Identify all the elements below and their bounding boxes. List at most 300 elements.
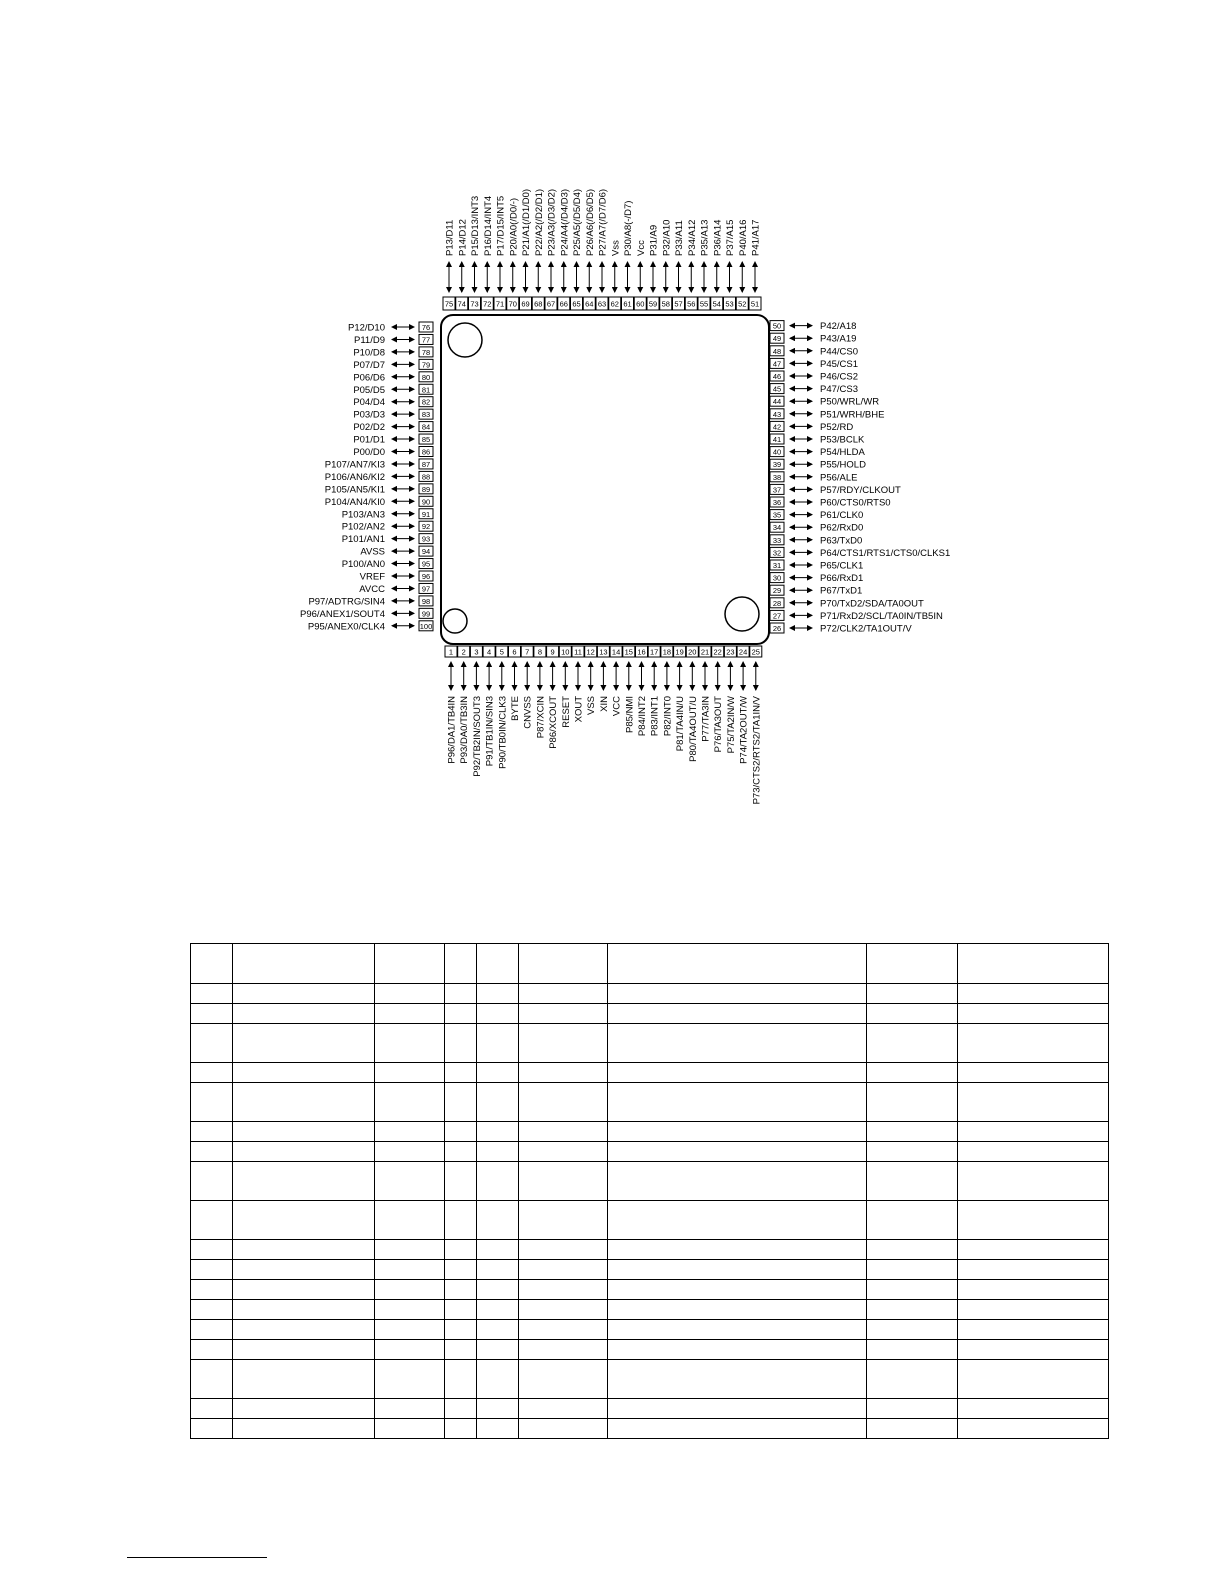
pin-label: P57/RDY/CLKOUT: [820, 484, 901, 496]
pin-95: [342, 559, 433, 571]
pin-label: P64/CTS1/RTS1/CTS0/CLKS1: [820, 547, 951, 559]
pin-84: [353, 422, 433, 434]
pin-8: [534, 646, 547, 738]
pin-number: 32: [772, 548, 782, 558]
pin-label: P75/TA2IN/W: [725, 696, 737, 754]
pin-label: P33/A11: [674, 220, 685, 256]
table-cell: [477, 1340, 519, 1360]
pin-number: 57: [674, 299, 683, 309]
pin-number: 46: [772, 372, 782, 381]
table-row: [191, 1399, 1109, 1419]
pin-label: P100/AN0: [341, 559, 385, 571]
table-cell: [608, 1162, 867, 1201]
pin-label: P44/CS0: [820, 346, 859, 358]
pin-number: 38: [772, 472, 782, 482]
table-cell: [519, 1419, 608, 1439]
table-cell: [867, 1063, 958, 1083]
pin-label: P16/D14/INT4: [482, 195, 494, 256]
table-row: [191, 1162, 1109, 1201]
pin-label: P25/A5(/D5/D4): [572, 188, 583, 256]
table-cell: [477, 1162, 519, 1201]
chip-body: [441, 315, 769, 644]
pin-number: 2: [461, 647, 466, 657]
table-cell: [958, 1240, 1109, 1260]
table-row: [191, 1122, 1109, 1142]
pin-96: [360, 571, 433, 583]
pin-number: 45: [772, 384, 782, 394]
pin-label: P35/A13: [699, 219, 711, 256]
table-cell: [191, 1004, 233, 1024]
pin-number: 22: [713, 647, 722, 657]
pin-21: [699, 646, 712, 742]
pin-number: 16: [637, 647, 646, 657]
pin-number: 51: [750, 299, 760, 309]
table-cell: [867, 1201, 958, 1240]
table-cell: [375, 1340, 445, 1360]
pin-77: [354, 334, 433, 346]
pin-number: 8: [537, 647, 542, 657]
pin-label: P10/D8: [353, 347, 385, 359]
pin-label: P31/A9: [648, 224, 660, 256]
pin-70: [507, 198, 520, 310]
pin-number: 58: [661, 299, 670, 309]
table-cell: [233, 1260, 375, 1280]
table-cell: [608, 1240, 867, 1260]
pin-50: [770, 321, 856, 333]
table-cell: [445, 1004, 477, 1024]
table-cell: [608, 1280, 867, 1300]
table-cell: [958, 1063, 1109, 1083]
pin-number: 67: [546, 299, 556, 309]
table-cell: [958, 1360, 1109, 1399]
pin-88: [325, 471, 433, 483]
table-cell: [608, 1320, 867, 1340]
table-cell: [867, 1399, 958, 1419]
pin-89: [325, 484, 433, 496]
pin-number: 69: [521, 299, 530, 309]
table-cell: [445, 1122, 477, 1142]
pin-label: P72/CLK2/TA1OUT/V: [820, 623, 912, 635]
table-cell: [477, 1063, 519, 1083]
pin-number: 40: [772, 447, 782, 457]
table-cell: [375, 1240, 445, 1260]
pin-14: [610, 646, 623, 716]
table-cell: [191, 1142, 233, 1162]
pin-82: [353, 397, 433, 409]
pin-label: P42/A18: [820, 321, 857, 333]
table-cell: [477, 1260, 519, 1280]
table-cell: [519, 1122, 608, 1142]
pin-number: 54: [712, 299, 721, 309]
pin-69: [520, 189, 533, 310]
pin-85: [353, 434, 433, 446]
table-cell: [608, 1142, 867, 1162]
table-cell: [519, 1280, 608, 1300]
pin-number: 81: [421, 385, 431, 395]
pin-number: 96: [421, 572, 431, 581]
pin-number: 35: [772, 510, 782, 520]
pin-number: 73: [470, 299, 479, 309]
table-cell: [191, 1260, 233, 1280]
pin-number: 42: [772, 422, 782, 432]
table-cell: [958, 1024, 1109, 1063]
pin-55: [698, 220, 711, 310]
pin-number: 13: [599, 647, 608, 657]
pin-2: [458, 646, 471, 764]
table-row: [191, 1300, 1109, 1320]
pin-number: 78: [421, 347, 431, 357]
table-cell: [958, 1142, 1109, 1162]
table-cell: [375, 1142, 445, 1162]
pin-label: P71/RxD2/SCL/TA0IN/TB5IN: [820, 610, 943, 622]
pin-number: 25: [751, 647, 760, 657]
pin-label: VCC: [611, 696, 623, 717]
pin-number: 39: [772, 460, 782, 470]
table-cell: [608, 984, 867, 1004]
table-cell: [445, 944, 477, 984]
pin-98: [308, 596, 433, 608]
table-cell: [375, 1063, 445, 1083]
pin-25: [750, 646, 763, 804]
pin-number: 43: [772, 409, 782, 419]
pin-label: P30/A8(-/D7): [623, 200, 634, 256]
table-cell: [445, 1201, 477, 1240]
table-cell: [445, 1024, 477, 1063]
table-cell: [375, 1300, 445, 1320]
table-cell: [608, 1300, 867, 1320]
table-cell: [519, 1320, 608, 1340]
pin-label: P66/RxD1: [820, 573, 864, 585]
table-row: [191, 1063, 1109, 1083]
table-cell: [867, 1142, 958, 1162]
pin-number: 5: [499, 647, 504, 657]
pin-71: [494, 196, 507, 310]
table-cell: [233, 944, 375, 984]
pin-number: 83: [421, 410, 431, 420]
table-cell: [375, 1280, 445, 1300]
table-cell: [867, 1280, 958, 1300]
table-cell: [519, 1063, 608, 1083]
table-cell: [477, 1300, 519, 1320]
table-cell: [958, 944, 1109, 984]
table-cell: [958, 1004, 1109, 1024]
pin-46: [770, 371, 858, 383]
table-cell: [958, 984, 1109, 1004]
table-cell: [519, 944, 608, 984]
pin-number: 82: [421, 397, 431, 407]
table-cell: [445, 1260, 477, 1280]
pin-number: 28: [772, 598, 782, 608]
table-cell: [191, 1320, 233, 1340]
table-cell: [958, 1083, 1109, 1122]
pin-label: P41/A17: [750, 219, 762, 256]
table-cell: [958, 1419, 1109, 1439]
pin-label: P23/A3(/D3/D2): [546, 188, 558, 256]
pin-56: [685, 220, 698, 310]
pin-number: 50: [772, 321, 782, 331]
pin-label: P87/XCIN: [535, 696, 547, 739]
pin-100: [308, 621, 433, 633]
pin-label: AVCC: [359, 583, 385, 595]
table-cell: [233, 1280, 375, 1300]
footnote-rule: [127, 1557, 267, 1558]
table-cell: [867, 1024, 958, 1063]
pin-label: Vss: [610, 240, 622, 256]
pin-number: 64: [585, 299, 594, 309]
pin-number: 87: [421, 459, 431, 469]
table-cell: [445, 1280, 477, 1300]
pin-label: P70/TxD2/SDA/TA0OUT: [820, 598, 924, 610]
pin-47: [770, 358, 858, 370]
table-cell: [867, 1083, 958, 1122]
table-cell: [445, 1142, 477, 1162]
pin-label: RESET: [560, 696, 572, 728]
table-cell: [233, 1399, 375, 1419]
table-cell: [445, 1419, 477, 1439]
pin-91: [342, 509, 433, 521]
table-cell: [477, 1240, 519, 1260]
pin-number: 90: [421, 497, 431, 507]
pin-number: 1: [448, 647, 454, 657]
pin-label: P15/D13/INT3: [470, 195, 481, 256]
table-cell: [233, 1162, 375, 1201]
table-cell: [519, 1004, 608, 1024]
pin-label: P84/INT2: [637, 696, 648, 737]
table-cell: [477, 1399, 519, 1419]
table-row: [191, 1360, 1109, 1399]
pin-label: P14/D12: [457, 219, 469, 256]
pin-94: [360, 546, 433, 558]
table-cell: [958, 1260, 1109, 1280]
table-cell: [608, 1122, 867, 1142]
pin-number: 9: [550, 647, 555, 657]
pin-99: [300, 608, 433, 620]
table-cell: [445, 1399, 477, 1419]
pin-number: 93: [421, 534, 431, 544]
pin-number: 30: [772, 573, 782, 583]
pin-number: 85: [421, 435, 431, 445]
pin-label: P86/XCOUT: [548, 696, 560, 749]
pin-label: P106/AN6/KI2: [324, 471, 385, 483]
pin-87: [325, 459, 433, 471]
pin-number: 99: [421, 609, 431, 619]
pin-label: VREF: [359, 571, 385, 583]
pin-number: 71: [495, 299, 505, 309]
pin-22: [712, 646, 725, 752]
pin-60: [634, 240, 647, 310]
pin-63: [596, 189, 609, 310]
pin-17: [648, 646, 661, 736]
table-cell: [477, 1201, 519, 1240]
pin-label: P17/D15/INT5: [495, 195, 507, 256]
pin-label: P04/D4: [353, 397, 385, 409]
pin-label: P81/TA4IN/U: [675, 696, 687, 752]
pin-label: P22/A2(/D2/D1): [533, 188, 545, 256]
table-cell: [519, 1162, 608, 1201]
pin-number: 77: [421, 335, 431, 345]
pin-number: 84: [421, 422, 431, 432]
table-cell: [233, 1360, 375, 1399]
pin-67: [545, 189, 558, 310]
pin-72: [481, 196, 494, 310]
pin-27: [770, 610, 943, 622]
table-cell: [477, 1122, 519, 1142]
pin-number: 55: [699, 299, 709, 309]
pin-29: [770, 585, 862, 597]
pin-30: [770, 573, 863, 585]
pin-number: 23: [726, 647, 735, 657]
table-cell: [375, 1162, 445, 1201]
pin-label: P76/TA3OUT: [713, 696, 725, 753]
pin-4: [483, 646, 496, 766]
pin-73: [469, 196, 482, 310]
table-cell: [375, 1360, 445, 1399]
pin-number: 98: [421, 596, 431, 606]
pin-label: P83/INT1: [649, 696, 661, 737]
pin-43: [770, 409, 884, 421]
table-cell: [375, 1201, 445, 1240]
table-cell: [233, 1142, 375, 1162]
table-cell: [375, 984, 445, 1004]
pin-number: 76: [421, 323, 431, 332]
pin-number: 27: [772, 611, 782, 621]
pin-15: [623, 646, 636, 733]
pin-label: P20/A0(/D0/-): [508, 197, 520, 256]
table-cell: [519, 1240, 608, 1260]
pin-number: 33: [772, 535, 782, 545]
table-cell: [867, 944, 958, 984]
pin-44: [770, 396, 879, 408]
table-cell: [191, 1024, 233, 1063]
table-cell: [477, 1024, 519, 1063]
table-cell: [375, 1320, 445, 1340]
pin-label: P92/TB2IN/SOUT3: [471, 696, 483, 777]
table-cell: [233, 1340, 375, 1360]
table-cell: [191, 1419, 233, 1439]
pin-label: P40/A16: [737, 219, 749, 256]
pin-83: [353, 409, 433, 421]
pin-number: 29: [772, 586, 782, 596]
pin-62: [609, 240, 622, 310]
pin-28: [770, 598, 924, 610]
table-cell: [233, 1063, 375, 1083]
pin-35: [770, 510, 863, 521]
pin-label: CNVSS: [522, 696, 534, 729]
pin-93: [342, 534, 433, 546]
pin-9: [547, 646, 560, 749]
pin-number: 89: [421, 484, 431, 494]
table-cell: [958, 1340, 1109, 1360]
table-cell: [867, 1419, 958, 1439]
table-cell: [233, 1201, 375, 1240]
table-cell: [608, 1260, 867, 1280]
pin-48: [770, 346, 858, 358]
pin-number: 75: [444, 299, 454, 309]
table-cell: [477, 1142, 519, 1162]
table-cell: [867, 1122, 958, 1142]
pin-57: [673, 220, 686, 310]
table-cell: [191, 1240, 233, 1260]
pin-24: [737, 646, 750, 764]
table-cell: [867, 1320, 958, 1340]
table-cell: [191, 1340, 233, 1360]
pin-16: [636, 646, 649, 736]
table-cell: [519, 1360, 608, 1399]
pin-32: [770, 547, 950, 559]
table-cell: [445, 1240, 477, 1260]
pin-label: P96/DA1/TB4IN: [446, 696, 458, 764]
table-cell: [608, 1024, 867, 1063]
table-header-row: [191, 944, 1109, 984]
pin-label: P07/D7: [353, 359, 385, 371]
pin-3: [470, 646, 483, 777]
table-cell: [958, 1300, 1109, 1320]
pin-label: P56/ALE: [820, 472, 858, 484]
table-cell: [477, 1083, 519, 1122]
table-cell: [191, 984, 233, 1004]
table-row: [191, 1083, 1109, 1122]
pin-label: P43/A19: [820, 333, 857, 345]
pin-number: 80: [421, 372, 431, 382]
pin-31: [770, 560, 863, 572]
table-cell: [608, 1004, 867, 1024]
pin-label: P36/A14: [712, 219, 724, 256]
pin-5: [496, 646, 509, 769]
pin-number: 17: [650, 647, 659, 657]
table-cell: [191, 1280, 233, 1300]
pin-13: [597, 646, 610, 712]
pin-number: 88: [421, 472, 431, 482]
table-cell: [191, 1162, 233, 1201]
pin-number: 79: [421, 360, 431, 370]
pin-label: P85/NMI: [624, 696, 636, 733]
table-cell: [233, 1419, 375, 1439]
table-cell: [233, 1024, 375, 1063]
table-cell: [191, 1399, 233, 1419]
pin-number: 44: [772, 397, 782, 407]
pin-number: 37: [772, 485, 782, 495]
pin-number: 63: [597, 299, 607, 309]
pin-label: P37/A15: [725, 219, 736, 256]
pin-34: [770, 522, 863, 534]
table-cell: [191, 944, 233, 984]
pin-1: [445, 646, 458, 764]
pin-label: XOUT: [573, 696, 585, 723]
table-cell: [958, 1122, 1109, 1142]
pin-number: 21: [700, 647, 710, 657]
pin-52: [736, 220, 749, 310]
table-cell: [191, 1360, 233, 1399]
pin-number: 92: [421, 522, 431, 532]
pin-number: 41: [772, 435, 782, 444]
pin-label: BYTE: [510, 696, 521, 721]
pin-37: [770, 484, 901, 496]
pin-12: [585, 646, 598, 715]
table-cell: [867, 1004, 958, 1024]
pin-39: [770, 459, 866, 471]
pin-number: 47: [772, 359, 782, 369]
pin-label: P51/WRH/BHE: [820, 409, 885, 421]
pin-number: 91: [421, 509, 431, 519]
table-cell: [608, 1063, 867, 1083]
pin-number: 7: [525, 647, 530, 657]
table-cell: [445, 1360, 477, 1399]
table-row: [191, 1260, 1109, 1280]
table-cell: [608, 1360, 867, 1399]
pin-38: [770, 472, 858, 484]
pin-number: 24: [738, 647, 748, 657]
table-cell: [867, 1240, 958, 1260]
